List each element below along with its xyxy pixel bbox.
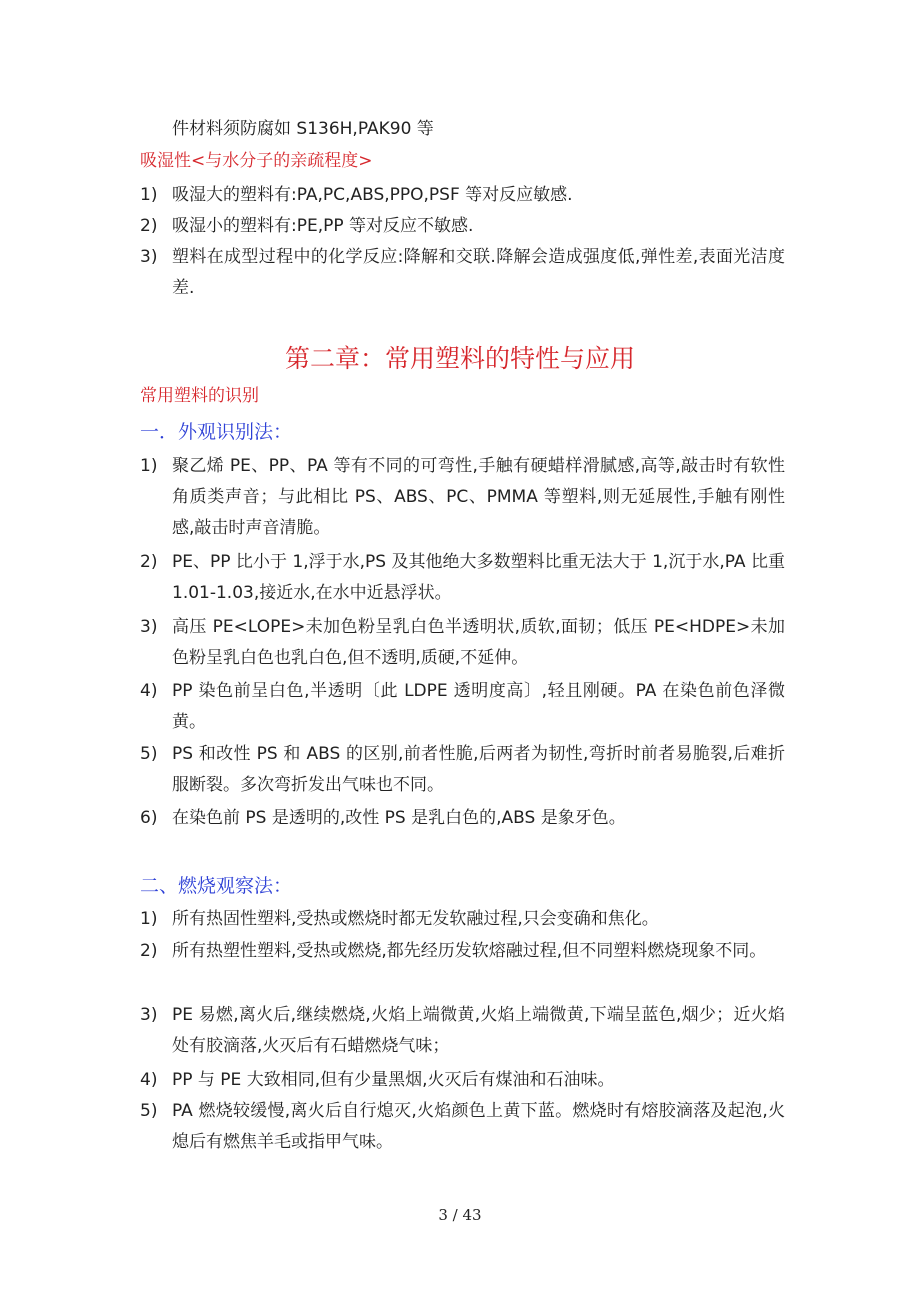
hygroscopic-heading: 吸湿性<与水分子的亲疏程度> xyxy=(140,151,373,171)
intro-line: 件材料须防腐如 S136H,PAK90 等 xyxy=(172,119,434,139)
list-number: 1) xyxy=(140,456,158,476)
list-text: PP 与 PE 大致相同,但有少量黑烟,火灭后有煤油和石油味。 xyxy=(172,1070,615,1090)
list-number: 5) xyxy=(140,744,158,764)
list-text: 所有热固性塑料,受热或燃烧时都无发软融过程,只会变确和焦化。 xyxy=(172,909,659,929)
list-text: PE、PP 比小于 1,浮于水,PS 及其他绝大多数塑料比重无法大于 1,沉于水,PA 比重 1.01-1.03,接近水,在水中近悬浮状。 xyxy=(172,552,785,603)
list-number: 6) xyxy=(140,808,158,828)
list-number: 3) xyxy=(140,617,158,637)
list-text: 在染色前 PS 是透明的,改性 PS 是乳白色的,ABS 是象牙色。 xyxy=(172,808,626,828)
list-number: 3) xyxy=(140,247,158,267)
page-number: 3 / 43 xyxy=(438,1206,482,1224)
list-number: 1) xyxy=(140,909,158,929)
list-number: 4) xyxy=(140,681,158,701)
list-number: 4) xyxy=(140,1070,158,1090)
appearance-heading: 一．外观识别法： xyxy=(140,421,293,443)
chapter-title: 第二章：常用塑料的特性与应用 xyxy=(284,344,635,373)
list-text: 塑料在成型过程中的化学反应:降解和交联.降解会造成强度低,弹性差,表面光洁度差. xyxy=(172,247,785,298)
list-number: 2) xyxy=(140,216,158,236)
list-text: PS 和改性 PS 和 ABS 的区别,前者性脆,后两者为韧性,弯折时前者易脆裂,后难折服断裂。多次弯折发出气味也不同。 xyxy=(172,744,785,795)
section-title: 常用塑料的识别 xyxy=(140,386,259,406)
list-text: 聚乙烯 PE、PP、PA 等有不同的可弯性,手触有硬蜡样滑腻感,高等,敲击时有软性角质类声音；与此相比 PS、ABS、PC、PMMA 等塑料,则无延展性,手触有刚性感,敲击时声音清脆。 xyxy=(172,456,785,538)
list-number: 5) xyxy=(140,1101,158,1121)
list-text: 吸湿大的塑料有:PA,PC,ABS,PPO,PSF 等对反应敏感. xyxy=(172,185,573,205)
list-number: 1) xyxy=(140,185,158,205)
list-number: 2) xyxy=(140,941,158,961)
list-number: 2) xyxy=(140,552,158,572)
burning-heading: 二、燃烧观察法： xyxy=(140,875,293,897)
list-text: PA 燃烧较缓慢,离火后自行熄灭,火焰颜色上黄下蓝。燃烧时有熔胶滴落及起泡,火熄后有燃焦羊毛或指甲气味。 xyxy=(172,1101,785,1152)
list-text: PP 染色前呈白色,半透明〔此 LDPE 透明度高〕,轻且刚硬。PA 在染色前色泽微黄。 xyxy=(172,681,785,732)
list-text: PE 易燃,离火后,继续燃烧,火焰上端微黄,火焰上端微黄,下端呈蓝色,烟少；近火焰处有胶滴落,火灭后有石蜡燃烧气味； xyxy=(172,1005,785,1056)
list-text: 所有热塑性塑料,受热或燃烧,都先经历发软熔融过程,但不同塑料燃烧现象不同。 xyxy=(172,941,767,961)
list-number: 3) xyxy=(140,1005,158,1025)
list-text: 吸湿小的塑料有:PE,PP 等对反应不敏感. xyxy=(172,216,474,236)
list-text: 高压 PE<LOPE>未加色粉呈乳白色半透明状,质软,面韧；低压 PE<HDPE>未加色粉呈乳白色也乳白色,但不透明,质硬,不延伸。 xyxy=(172,617,785,668)
